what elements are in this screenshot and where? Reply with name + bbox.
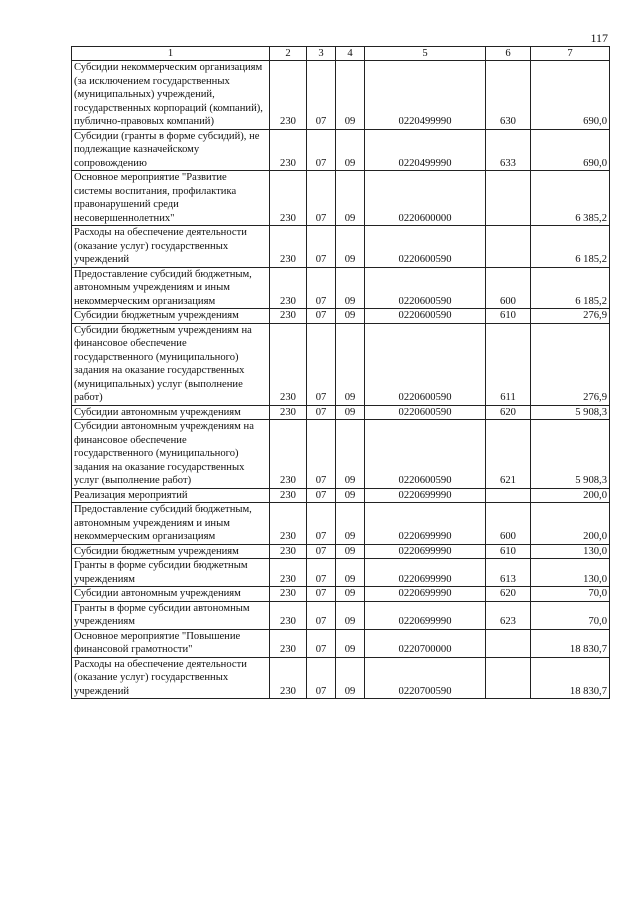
header-col-4: 4	[336, 47, 365, 61]
row-code-section: 07	[307, 267, 336, 309]
row-amount: 5 908,3	[531, 420, 610, 489]
row-code-expense-type	[486, 171, 531, 226]
row-code-target: 0220600590	[365, 226, 486, 268]
row-code-ministry: 230	[270, 405, 307, 420]
row-code-expense-type	[486, 629, 531, 657]
row-code-subsection: 09	[336, 503, 365, 545]
row-code-section: 07	[307, 559, 336, 587]
table-row	[72, 503, 610, 545]
row-name: Субсидии (гранты в форме субсидий), не подлежащие казначейскому сопровождению	[72, 129, 270, 171]
row-code-target: 0220499990	[365, 129, 486, 171]
row-code-target: 0220600590	[365, 267, 486, 309]
row-code-target: 0220600590	[365, 405, 486, 420]
row-code-expense-type: 600	[486, 267, 531, 309]
row-code-subsection: 09	[336, 559, 365, 587]
row-amount: 18 830,7	[531, 629, 610, 657]
row-code-subsection: 09	[336, 267, 365, 309]
header-col-6: 6	[486, 47, 531, 61]
row-code-ministry: 230	[270, 323, 307, 405]
row-code-section: 07	[307, 405, 336, 420]
row-code-expense-type: 611	[486, 323, 531, 405]
row-amount: 690,0	[531, 61, 610, 130]
row-code-expense-type: 623	[486, 601, 531, 629]
row-code-section: 07	[307, 657, 336, 699]
row-code-section: 07	[307, 544, 336, 559]
row-code-subsection: 09	[336, 420, 365, 489]
row-code-section: 07	[307, 323, 336, 405]
row-code-expense-type: 610	[486, 309, 531, 324]
row-name: Основное мероприятие "Повышение финансовой грамотности"	[72, 629, 270, 657]
row-code-subsection: 09	[336, 601, 365, 629]
row-code-ministry: 230	[270, 601, 307, 629]
row-amount: 200,0	[531, 503, 610, 545]
row-code-section: 07	[307, 61, 336, 130]
table-row	[72, 267, 610, 309]
row-code-subsection: 09	[336, 323, 365, 405]
table-row	[72, 61, 610, 130]
row-amount: 6 185,2	[531, 226, 610, 268]
row-name: Предоставление субсидий бюджетным, автономным учреждениям и иным некоммерческим организациям	[72, 503, 270, 545]
row-name: Субсидии бюджетным учреждениям на финансовое обеспечение государственного (муниципального) задания на оказание государственных (муниципальных) услуг (выполнение работ)	[72, 323, 270, 405]
row-amount: 200,0	[531, 488, 610, 503]
header-col-1: 1	[72, 47, 270, 61]
row-code-subsection: 09	[336, 488, 365, 503]
row-code-target: 0220699990	[365, 601, 486, 629]
row-code-target: 0220700590	[365, 657, 486, 699]
row-code-ministry: 230	[270, 657, 307, 699]
table-body	[72, 61, 610, 699]
row-code-subsection: 09	[336, 309, 365, 324]
row-code-target: 0220600000	[365, 171, 486, 226]
row-code-section: 07	[307, 629, 336, 657]
row-code-target: 0220600590	[365, 420, 486, 489]
header-col-5: 5	[365, 47, 486, 61]
page-number: 117	[590, 31, 608, 45]
row-name: Реализация мероприятий	[72, 488, 270, 503]
header-col-3: 3	[307, 47, 336, 61]
row-amount: 276,9	[531, 309, 610, 324]
row-code-ministry: 230	[270, 559, 307, 587]
row-name: Субсидии бюджетным учреждениям	[72, 544, 270, 559]
row-code-section: 07	[307, 488, 336, 503]
row-code-expense-type: 613	[486, 559, 531, 587]
table-row	[72, 309, 610, 324]
table-row	[72, 601, 610, 629]
row-name: Субсидии некоммерческим организациям (за исключением государственных (муниципальных) учреждений, государственных корпораций (компаний), публично-правовых компаний)	[72, 61, 270, 130]
row-name: Гранты в форме субсидии автономным учреждениям	[72, 601, 270, 629]
row-name: Субсидии автономным учреждениям	[72, 587, 270, 602]
row-code-ministry: 230	[270, 226, 307, 268]
row-code-ministry: 230	[270, 503, 307, 545]
table-row	[72, 405, 610, 420]
budget-table	[71, 46, 610, 699]
row-code-expense-type	[486, 657, 531, 699]
row-code-subsection: 09	[336, 171, 365, 226]
row-name: Гранты в форме субсидии бюджетным учреждениям	[72, 559, 270, 587]
row-code-ministry: 230	[270, 267, 307, 309]
table-row	[72, 129, 610, 171]
row-code-ministry: 230	[270, 61, 307, 130]
header-col-2: 2	[270, 47, 307, 61]
row-amount: 6 185,2	[531, 267, 610, 309]
row-amount: 70,0	[531, 587, 610, 602]
row-code-subsection: 09	[336, 405, 365, 420]
row-amount: 130,0	[531, 559, 610, 587]
row-code-section: 07	[307, 587, 336, 602]
table-row	[72, 323, 610, 405]
row-code-ministry: 230	[270, 544, 307, 559]
table-row	[72, 171, 610, 226]
row-name: Субсидии бюджетным учреждениям	[72, 309, 270, 324]
row-amount: 276,9	[531, 323, 610, 405]
row-code-target: 0220699990	[365, 544, 486, 559]
row-code-expense-type: 600	[486, 503, 531, 545]
row-code-subsection: 09	[336, 61, 365, 130]
row-code-subsection: 09	[336, 544, 365, 559]
row-code-ministry: 230	[270, 488, 307, 503]
row-amount: 70,0	[531, 601, 610, 629]
row-code-subsection: 09	[336, 587, 365, 602]
table-row	[72, 629, 610, 657]
row-code-ministry: 230	[270, 171, 307, 226]
row-name: Субсидии автономным учреждениям	[72, 405, 270, 420]
table-row	[72, 559, 610, 587]
table-row	[72, 657, 610, 699]
row-code-subsection: 09	[336, 657, 365, 699]
row-code-section: 07	[307, 601, 336, 629]
row-code-ministry: 230	[270, 309, 307, 324]
row-name: Субсидии автономным учреждениям на финансовое обеспечение государственного (муниципального) задания на оказание государственных услуг (выполнение работ)	[72, 420, 270, 489]
row-code-expense-type: 620	[486, 587, 531, 602]
header-col-7: 7	[531, 47, 610, 61]
table-row	[72, 587, 610, 602]
row-code-expense-type: 610	[486, 544, 531, 559]
row-code-target: 0220699990	[365, 559, 486, 587]
row-code-ministry: 230	[270, 420, 307, 489]
row-code-ministry: 230	[270, 629, 307, 657]
table-row	[72, 544, 610, 559]
row-code-section: 07	[307, 129, 336, 171]
row-code-target: 0220499990	[365, 61, 486, 130]
row-amount: 690,0	[531, 129, 610, 171]
row-code-expense-type: 621	[486, 420, 531, 489]
row-code-section: 07	[307, 309, 336, 324]
row-code-expense-type: 630	[486, 61, 531, 130]
row-code-section: 07	[307, 503, 336, 545]
row-amount: 5 908,3	[531, 405, 610, 420]
row-name: Расходы на обеспечение деятельности (оказание услуг) государственных учреждений	[72, 226, 270, 268]
row-code-target: 0220699990	[365, 503, 486, 545]
table-header-row	[72, 47, 610, 61]
row-code-target: 0220600590	[365, 323, 486, 405]
row-name: Основное мероприятие "Развитие системы воспитания, профилактика правонарушений среди несовершеннолетних"	[72, 171, 270, 226]
row-code-subsection: 09	[336, 226, 365, 268]
row-code-expense-type	[486, 226, 531, 268]
row-code-subsection: 09	[336, 629, 365, 657]
row-code-target: 0220699990	[365, 587, 486, 602]
table-row	[72, 420, 610, 489]
row-code-expense-type: 633	[486, 129, 531, 171]
row-code-target: 0220700000	[365, 629, 486, 657]
row-name: Предоставление субсидий бюджетным, автономным учреждениям и иным некоммерческим организациям	[72, 267, 270, 309]
row-code-section: 07	[307, 226, 336, 268]
row-code-expense-type	[486, 488, 531, 503]
row-code-ministry: 230	[270, 129, 307, 171]
row-amount: 18 830,7	[531, 657, 610, 699]
row-code-subsection: 09	[336, 129, 365, 171]
row-amount: 130,0	[531, 544, 610, 559]
row-code-target: 0220600590	[365, 309, 486, 324]
table-row	[72, 488, 610, 503]
row-code-section: 07	[307, 420, 336, 489]
table-row	[72, 226, 610, 268]
row-code-ministry: 230	[270, 587, 307, 602]
row-name: Расходы на обеспечение деятельности (оказание услуг) государственных учреждений	[72, 657, 270, 699]
row-code-target: 0220699990	[365, 488, 486, 503]
row-code-expense-type: 620	[486, 405, 531, 420]
row-amount: 6 385,2	[531, 171, 610, 226]
row-code-section: 07	[307, 171, 336, 226]
